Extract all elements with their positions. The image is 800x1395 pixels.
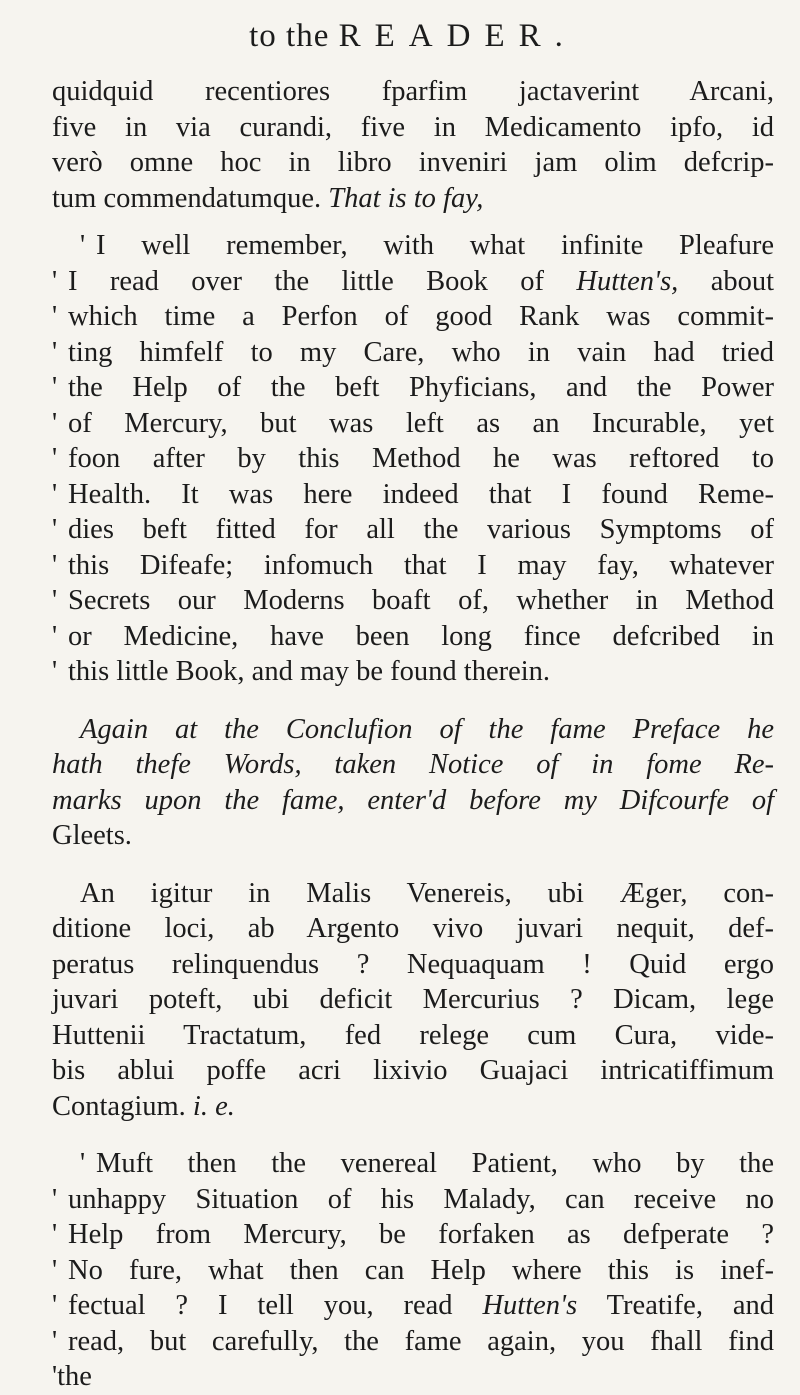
text-line [52, 1182, 774, 1218]
text-line: Gleets. [52, 820, 132, 851]
catchword: 'the [52, 1361, 92, 1392]
gleets-line [52, 818, 774, 854]
text-fragment: Muft then the venereal Patient, who by the [96, 1148, 774, 1179]
latin-paragraph-1 [52, 74, 774, 216]
hutten-name: Hutten's, [576, 265, 679, 297]
text-line [52, 228, 774, 264]
english-quote-paragraph-1 [52, 228, 774, 690]
text-fragment: the Help of the beft Phyficians, and the Power [68, 372, 774, 403]
text-line [52, 654, 774, 690]
text-fragment: read, but carefully, the fame again, you fhall find [68, 1325, 774, 1357]
text-line [52, 441, 774, 477]
text-line [52, 477, 774, 513]
quote-mark: ' [52, 1325, 58, 1357]
quote-mark: ' [52, 549, 58, 581]
quote-mark: ' [52, 620, 58, 652]
text-fragment: fectual ? I tell you, read [68, 1290, 453, 1321]
text-fragment: Help from Mercury, be forfaken as defperate ? [68, 1219, 774, 1250]
text-line [52, 264, 774, 300]
running-head-caps: READER. [338, 18, 577, 54]
text-line [52, 619, 774, 655]
text-line: hath thefe Words, taken Notice of in fome Re- [52, 749, 774, 780]
quote-mark: ' [52, 443, 58, 474]
text-fragment: which time a Perfon of good Rank was commit- [68, 301, 774, 332]
text-fragment: Health. It was here indeed that I found Reme- [68, 478, 774, 510]
quote-mark: ' [52, 514, 58, 545]
latin-paragraph-2 [52, 876, 774, 1125]
quote-mark: ' [52, 407, 58, 439]
text-line [52, 1089, 774, 1125]
text-line: marks upon the fame, enter'd before my Difcourfe of [52, 784, 774, 816]
text-fragment: Secrets our Moderns boaft of, whether in Method [68, 585, 774, 616]
text-line: juvari poteft, ubi deficit Mercurius ? Dicam, lege [52, 984, 774, 1015]
text-line [52, 1217, 774, 1253]
ie-abbreviation: i. e. [192, 1090, 235, 1122]
running-head-prefix: to the [249, 18, 330, 54]
text-line: verò omne hoc in libro inveniri jam olim defcrip- [52, 147, 774, 178]
quote-mark: ' [52, 301, 58, 332]
text-fragment: I well remember, with what infinite Pleafure [96, 230, 774, 261]
quote-mark: ' [52, 1219, 58, 1250]
text-line: peratus relinquendus ? Nequaquam ! Quid ergo [52, 948, 774, 980]
text-fragment: foon after by this Method he was reftored to [68, 443, 774, 474]
text-line [52, 583, 774, 619]
quote-mark: ' [52, 1290, 58, 1321]
quote-mark: ' [52, 585, 58, 616]
text-line: five in via curandi, five in Medicamento ipfo, id [52, 111, 774, 143]
text-fragment: or Medicine, have been long fince defcribed in [68, 620, 774, 652]
quote-mark: ' [80, 1148, 86, 1179]
text-line [52, 1324, 774, 1360]
hutten-treatise-name: Hutten's [482, 1290, 578, 1321]
text-fragment: about [710, 265, 775, 297]
quote-mark: ' [52, 372, 58, 403]
text-line: An igitur in Malis Venereis, ubi Æger, con- [80, 877, 774, 909]
text-fragment: this little Book, and may be found therein. [68, 656, 551, 687]
that-is-phrase: That is to fay, [328, 182, 484, 214]
text-fragment: of Mercury, but was left as an Incurable, yet [68, 407, 774, 439]
text-line [52, 181, 774, 217]
quote-mark: ' [52, 656, 58, 687]
quote-mark: ' [52, 265, 58, 297]
text-fragment: dies beft fitted for all the various Symptoms of [68, 514, 774, 545]
italic-paragraph [52, 712, 774, 819]
text-fragment: No fure, what then can Help where this is inef- [68, 1254, 774, 1286]
text-line: Again at the Conclufion of the fame Preface he [80, 713, 774, 745]
text-line [52, 406, 774, 442]
quote-mark: ' [52, 478, 58, 510]
text-line [52, 299, 774, 335]
text-line [52, 370, 774, 406]
english-quote-paragraph-2 [52, 1146, 774, 1359]
quote-mark: ' [52, 336, 58, 368]
text-line [52, 512, 774, 548]
text-line [52, 1288, 774, 1324]
text-fragment: this Difeafe; infomuch that I may fay, whatever [68, 549, 774, 581]
text-fragment: Contagium. [52, 1090, 186, 1122]
text-fragment: tum commendatumque. [52, 182, 322, 214]
running-head [52, 6, 774, 66]
text-line [52, 548, 774, 584]
text-line: bis ablui poffe acri lixivio Guajaci intricatiffimum [52, 1055, 774, 1086]
text-fragment: Treatife, and [606, 1290, 774, 1321]
quote-mark: ' [80, 230, 86, 261]
text-fragment: ting himfelf to my Care, who in vain had tried [68, 336, 774, 368]
text-line [52, 1146, 774, 1182]
text-line: ditione loci, ab Argento vivo juvari nequit, def- [52, 913, 774, 944]
text-line [52, 335, 774, 371]
text-line: Huttenii Tractatum, fed relege cum Cura, vide- [52, 1019, 774, 1051]
quote-mark: ' [52, 1254, 58, 1286]
text-fragment: unhappy Situation of his Malady, can receive no [68, 1183, 774, 1215]
text-fragment: I read over the little Book of [68, 265, 545, 297]
text-line: quidquid recentiores fparfim jactaverint Arcani, [52, 76, 774, 107]
text-line [52, 1253, 774, 1289]
quote-mark: ' [52, 1183, 58, 1215]
